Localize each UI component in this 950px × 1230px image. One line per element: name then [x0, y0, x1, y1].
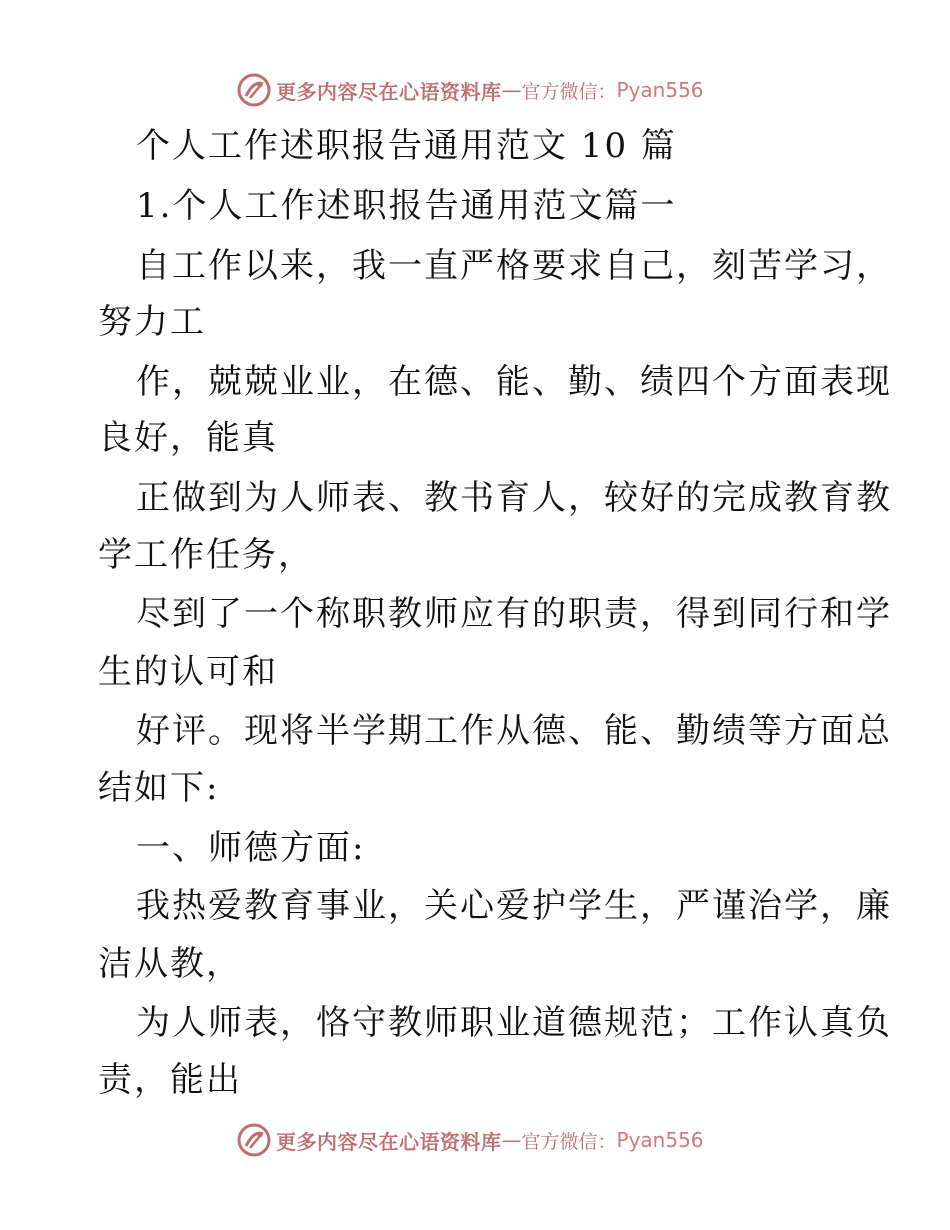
watermark-wechat-id: Pyan556	[616, 78, 704, 102]
paragraph-line: 学工作任务，	[98, 535, 314, 575]
footer-watermark	[236, 1122, 704, 1158]
watermark-separator: —	[501, 78, 522, 102]
paragraph-line: 好评。现将半学期工作从德、能、勤绩等方面总	[136, 711, 892, 751]
paragraph-line: 作，兢兢业业，在德、能、勤、绩四个方面表现	[136, 362, 892, 402]
paragraph-line: 结如下:	[98, 768, 220, 808]
paragraph-line: 尽到了一个称职教师应有的职责，得到同行和学	[136, 594, 892, 634]
paragraph-line: 洁从教，	[98, 944, 242, 984]
paragraph-line: 努力工	[98, 302, 206, 342]
paragraph-line: 自工作以来，我一直严格要求自己，刻苦学习，	[136, 246, 892, 286]
paragraph-line: 良好，能真	[98, 418, 278, 458]
paragraph-line: 我热爱教育事业，关心爱护学生，严谨治学，廉	[136, 886, 892, 926]
watermark-separator: —	[501, 1128, 522, 1152]
watermark-wechat-label: 官方微信：	[521, 80, 617, 103]
watermark-main-text: 更多内容尽在心语资料库	[276, 79, 502, 104]
watermark-main-text: 更多内容尽在心语资料库	[276, 1129, 502, 1154]
paragraph-line: 责，能出	[98, 1060, 242, 1100]
paragraph-line: 生的认可和	[98, 652, 278, 692]
subsection-heading: 一、师德方面:	[136, 828, 366, 868]
watermark-wechat-id: Pyan556	[616, 1128, 704, 1152]
section-heading: 1.个人工作述职报告通用范文篇一	[136, 186, 677, 226]
paragraph-line: 为人师表，恪守教师职业道德规范；工作认真负	[136, 1003, 892, 1043]
watermark-wechat-label: 官方微信：	[521, 1130, 617, 1153]
paragraph-line: 正做到为人师表、教书育人，较好的完成教育教	[136, 478, 892, 518]
logo-icon	[236, 1122, 272, 1158]
document-title: 个人工作述职报告通用范文 10 篇	[136, 126, 677, 166]
